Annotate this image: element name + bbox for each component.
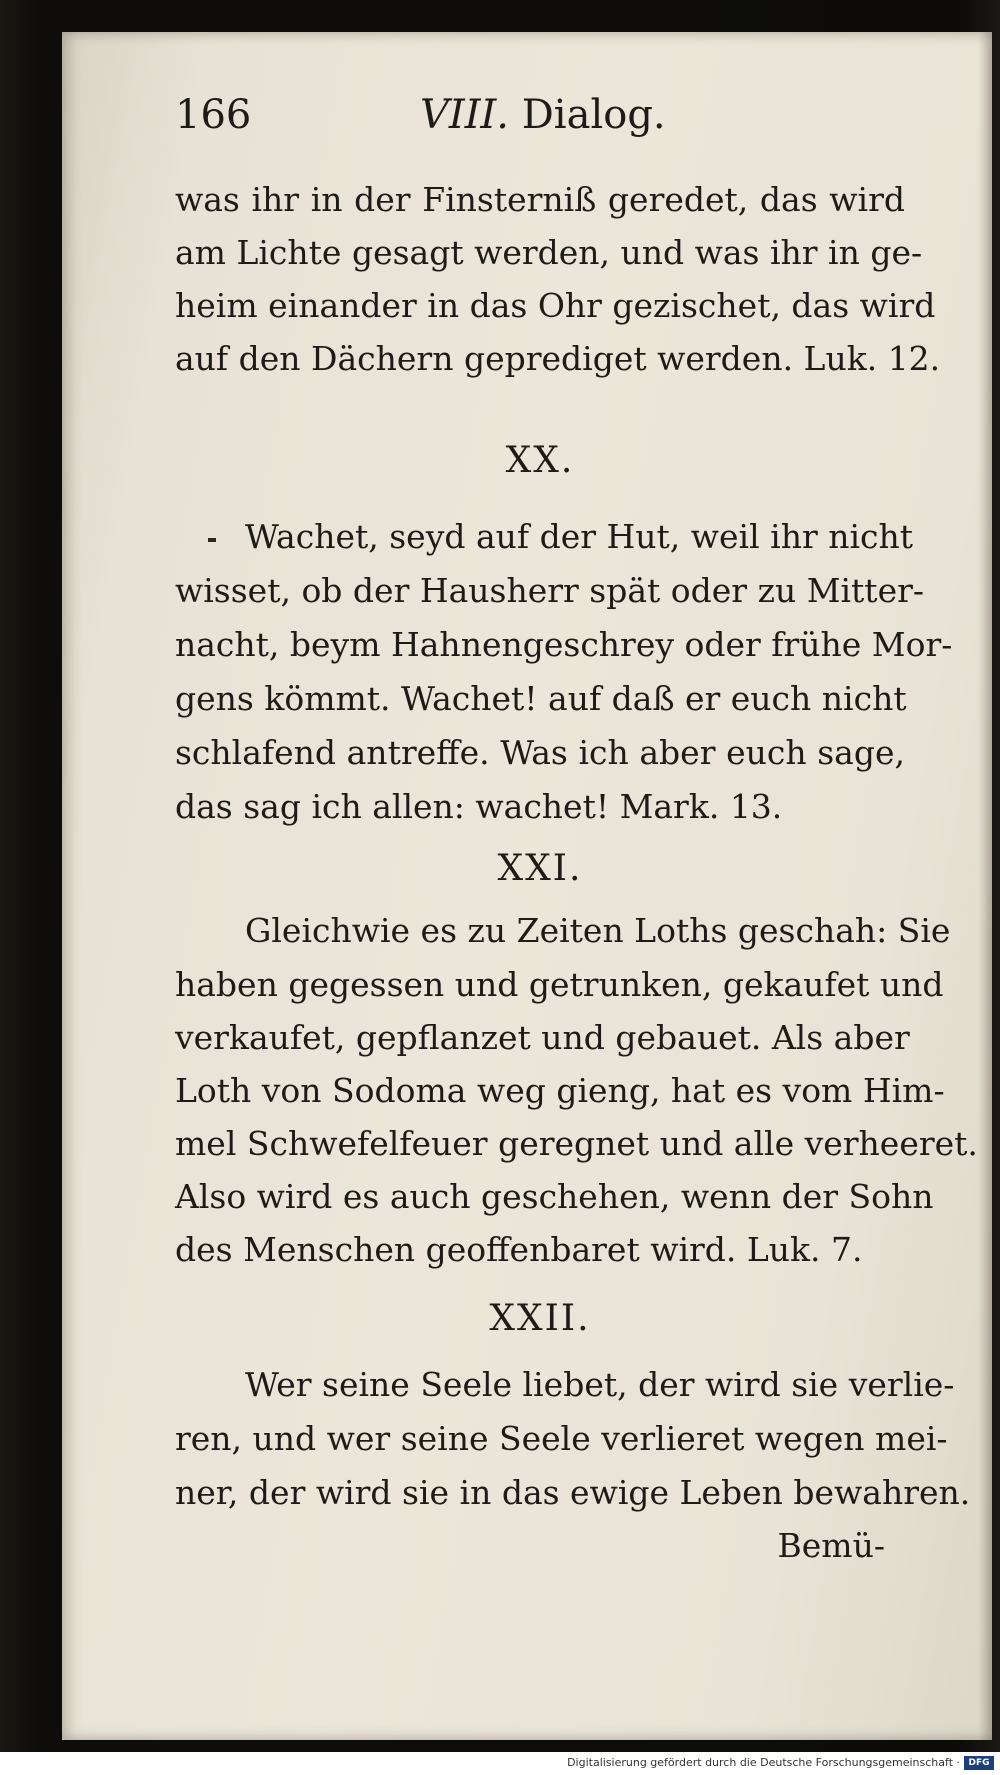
text-line: Gleichwie es zu Zeiten Loths geschah: Sie [245, 911, 951, 950]
text-line: auf den Dächern geprediget werden. Luk. 12. [175, 339, 941, 378]
text-line: was ihr in der Finsterniß geredet, das wird [175, 180, 905, 219]
text-line: heim einander in das Ohr gezischet, das wird [175, 286, 936, 325]
text-line: nacht, beym Hahnengeschrey oder frühe Mor- [175, 625, 953, 664]
running-header [175, 92, 915, 152]
section-heading-xxii: XXII. [489, 1298, 591, 1339]
text-line: ren, und wer seine Seele verlieret wegen mei- [175, 1419, 948, 1458]
dfg-logo: DFG [964, 1756, 994, 1770]
text-line: haben gegessen und getrunken, gekaufet und [175, 965, 944, 1004]
section-heading-xxi: XXI. [497, 848, 583, 889]
section-heading-xx: XX. [505, 440, 575, 481]
page-edge-shadow [978, 32, 992, 1740]
text-line: gens kömmt. Wachet! auf daß er euch nicht [175, 679, 907, 718]
text-line: Wachet, seyd auf der Hut, weil ihr nicht [245, 517, 914, 556]
text-line: verkaufet, gepflanzet und gebauet. Als aber [175, 1018, 910, 1057]
text-line: das sag ich allen: wachet! Mark. 13. [175, 787, 783, 826]
text-line: Wer seine Seele liebet, der wird sie verlie- [245, 1365, 955, 1404]
margin-mark [208, 538, 216, 542]
running-title-numeral: VIII. [420, 92, 510, 138]
text-line: Loth von Sodoma weg gieng, hat es vom Him- [175, 1071, 945, 1110]
text-line: ner, der wird sie in das ewige Leben bewahren. [175, 1473, 971, 1512]
text-line: schlafend antreffe. Was ich aber euch sage, [175, 733, 905, 772]
catchword: Bemü- [777, 1526, 885, 1565]
text-line: des Menschen geoffenbaret wird. Luk. 7. [175, 1230, 863, 1269]
text-line: Also wird es auch geschehen, wenn der Sohn [175, 1177, 934, 1216]
running-title [420, 92, 666, 138]
funding-credit: Digitalisierung gefördert durch die Deutsche Forschungsgemeinschaft · [567, 1756, 960, 1769]
text-line: wisset, ob der Hausherr spät oder zu Mitter- [175, 571, 925, 610]
text-line: am Lichte gesagt werden, und was ihr in ge- [175, 233, 923, 272]
page-number: 166 [175, 92, 252, 138]
digitization-footer [0, 1752, 1000, 1775]
text-line: mel Schwefelfeuer geregnet und alle verheeret. [175, 1124, 978, 1163]
running-title-word: Dialog. [521, 92, 666, 138]
